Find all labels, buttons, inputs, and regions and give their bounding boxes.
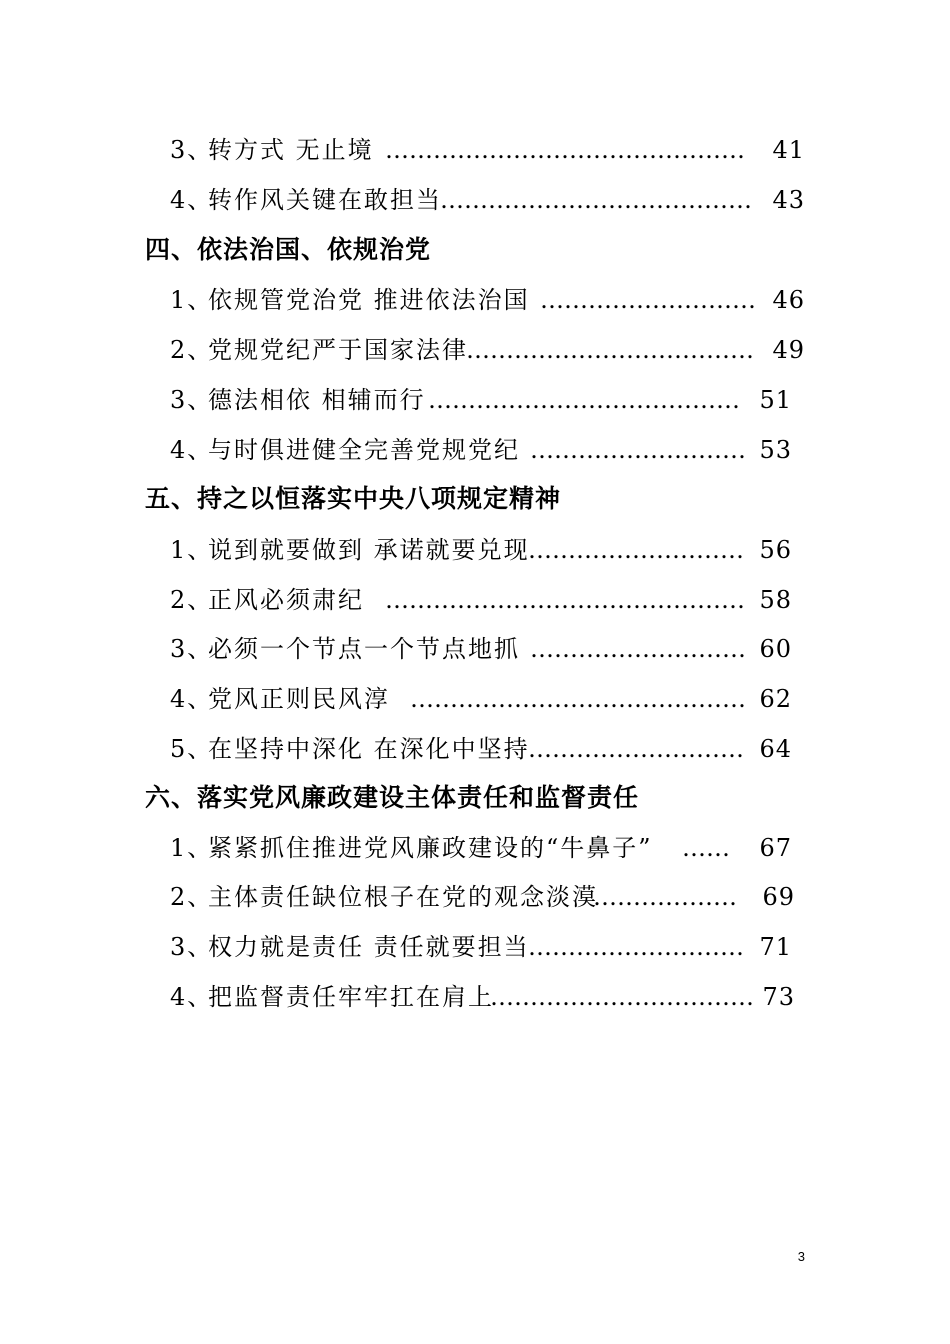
toc-entry-title: 党风正则民风淳 bbox=[208, 685, 390, 713]
toc-entry bbox=[0, 435, 950, 465]
toc-entry-page: 60 bbox=[759, 635, 792, 663]
toc-entry bbox=[0, 585, 950, 615]
toc-leader-dots: ………………………………… bbox=[440, 186, 752, 214]
toc-leader-dots: …… bbox=[682, 834, 730, 862]
section-title: 六、落实党风廉政建设主体责任和监督责任 bbox=[145, 783, 640, 812]
toc-entry-title: 在坚持中深化 在深化中坚持 bbox=[208, 735, 530, 763]
toc-leader-dots: ……………… bbox=[593, 883, 737, 911]
toc-entry-page: 73 bbox=[762, 983, 795, 1011]
toc-section-heading bbox=[0, 234, 950, 266]
toc-entry bbox=[0, 734, 950, 764]
toc-entry-title: 必须一个节点一个节点地抓 bbox=[208, 635, 520, 663]
toc-entry-page: 46 bbox=[772, 286, 805, 314]
toc-entry-page: 49 bbox=[772, 336, 805, 364]
toc-entry bbox=[0, 684, 950, 714]
toc-entry-page: 51 bbox=[759, 386, 792, 414]
toc-leader-dots: ……………………… bbox=[528, 735, 744, 763]
toc-entry bbox=[0, 535, 950, 565]
toc-entry-title: 德法相依 相辅而行 bbox=[208, 386, 426, 414]
toc-leader-dots: ……………………… bbox=[540, 286, 756, 314]
toc-entry bbox=[0, 833, 950, 863]
toc-entry-number: 4、 bbox=[170, 983, 214, 1011]
section-title: 四、依法治国、依规治党 bbox=[145, 235, 432, 264]
toc-entry bbox=[0, 285, 950, 315]
toc-entry-number: 5、 bbox=[170, 735, 214, 763]
toc-entry-page: 53 bbox=[759, 436, 792, 464]
toc-entry-number: 2、 bbox=[170, 586, 214, 614]
toc-entry-title: 依规管党治党 推进依法治国 bbox=[208, 286, 530, 314]
toc-entry-page: 58 bbox=[759, 586, 792, 614]
toc-entry-number: 3、 bbox=[170, 136, 214, 164]
toc-entry-number: 4、 bbox=[170, 436, 214, 464]
toc-entry-title: 权力就是责任 责任就要担当 bbox=[208, 933, 530, 961]
toc-entry bbox=[0, 932, 950, 962]
toc-entry-page: 69 bbox=[762, 883, 795, 911]
toc-entry bbox=[0, 185, 950, 215]
toc-section-heading bbox=[0, 483, 950, 515]
toc-section-heading bbox=[0, 782, 950, 814]
toc-entry-title: 紧紧抓住推进党风廉政建设的“牛鼻子” bbox=[208, 834, 653, 862]
toc-leader-dots: ……………………… bbox=[528, 536, 744, 564]
toc-leader-dots: …………………………………… bbox=[410, 685, 746, 713]
toc-entry bbox=[0, 982, 950, 1012]
toc-entry-page: 71 bbox=[759, 933, 792, 961]
toc-entry-number: 2、 bbox=[170, 336, 214, 364]
toc-entry bbox=[0, 135, 950, 165]
toc-leader-dots: ………………………………… bbox=[428, 386, 740, 414]
toc-entry-number: 3、 bbox=[170, 635, 214, 663]
toc-leader-dots: ……………………… bbox=[530, 436, 746, 464]
toc-entry-number: 3、 bbox=[170, 386, 214, 414]
toc-entry-number: 1、 bbox=[170, 834, 214, 862]
toc-leader-dots: ……………………… bbox=[528, 933, 744, 961]
toc-entry-number: 2、 bbox=[170, 883, 214, 911]
toc-entry bbox=[0, 634, 950, 664]
toc-entry-title: 与时俱进健全完善党规党纪 bbox=[208, 436, 520, 464]
toc-entry-number: 4、 bbox=[170, 685, 214, 713]
page-number: 3 bbox=[797, 1249, 805, 1264]
toc-entry-title: 转作风关键在敢担当 bbox=[208, 186, 442, 214]
section-title: 五、持之以恒落实中央八项规定精神 bbox=[145, 484, 562, 513]
toc-entry-title: 把监督责任牢牢扛在肩上 bbox=[208, 983, 494, 1011]
toc-leader-dots: ……………………… bbox=[530, 635, 746, 663]
toc-leader-dots: …………………………… bbox=[490, 983, 754, 1011]
toc-entry-number: 1、 bbox=[170, 286, 214, 314]
toc-entry-title: 主体责任缺位根子在党的观念淡漠 bbox=[208, 883, 598, 911]
toc-entry-title: 转方式 无止境 bbox=[208, 136, 374, 164]
toc-entry-page: 62 bbox=[759, 685, 792, 713]
toc-entry-title: 说到就要做到 承诺就要兑现 bbox=[208, 536, 530, 564]
toc-entry-page: 56 bbox=[759, 536, 792, 564]
toc-leader-dots: ……………………………………… bbox=[385, 136, 745, 164]
toc-entry-page: 41 bbox=[772, 136, 805, 164]
toc-entry-number: 3、 bbox=[170, 933, 214, 961]
toc-entry-page: 64 bbox=[759, 735, 792, 763]
toc-entry-title: 正风必须肃纪 bbox=[208, 586, 364, 614]
toc-entry bbox=[0, 882, 950, 912]
toc-entry-number: 4、 bbox=[170, 186, 214, 214]
toc-entry bbox=[0, 335, 950, 365]
toc-entry bbox=[0, 385, 950, 415]
toc-entry-title: 党规党纪严于国家法律 bbox=[208, 336, 468, 364]
toc-leader-dots: ……………………………………… bbox=[385, 586, 745, 614]
toc-leader-dots: ……………………………… bbox=[466, 336, 754, 364]
toc-entry-number: 1、 bbox=[170, 536, 214, 564]
toc-entry-page: 67 bbox=[759, 834, 792, 862]
toc-entry-page: 43 bbox=[772, 186, 805, 214]
